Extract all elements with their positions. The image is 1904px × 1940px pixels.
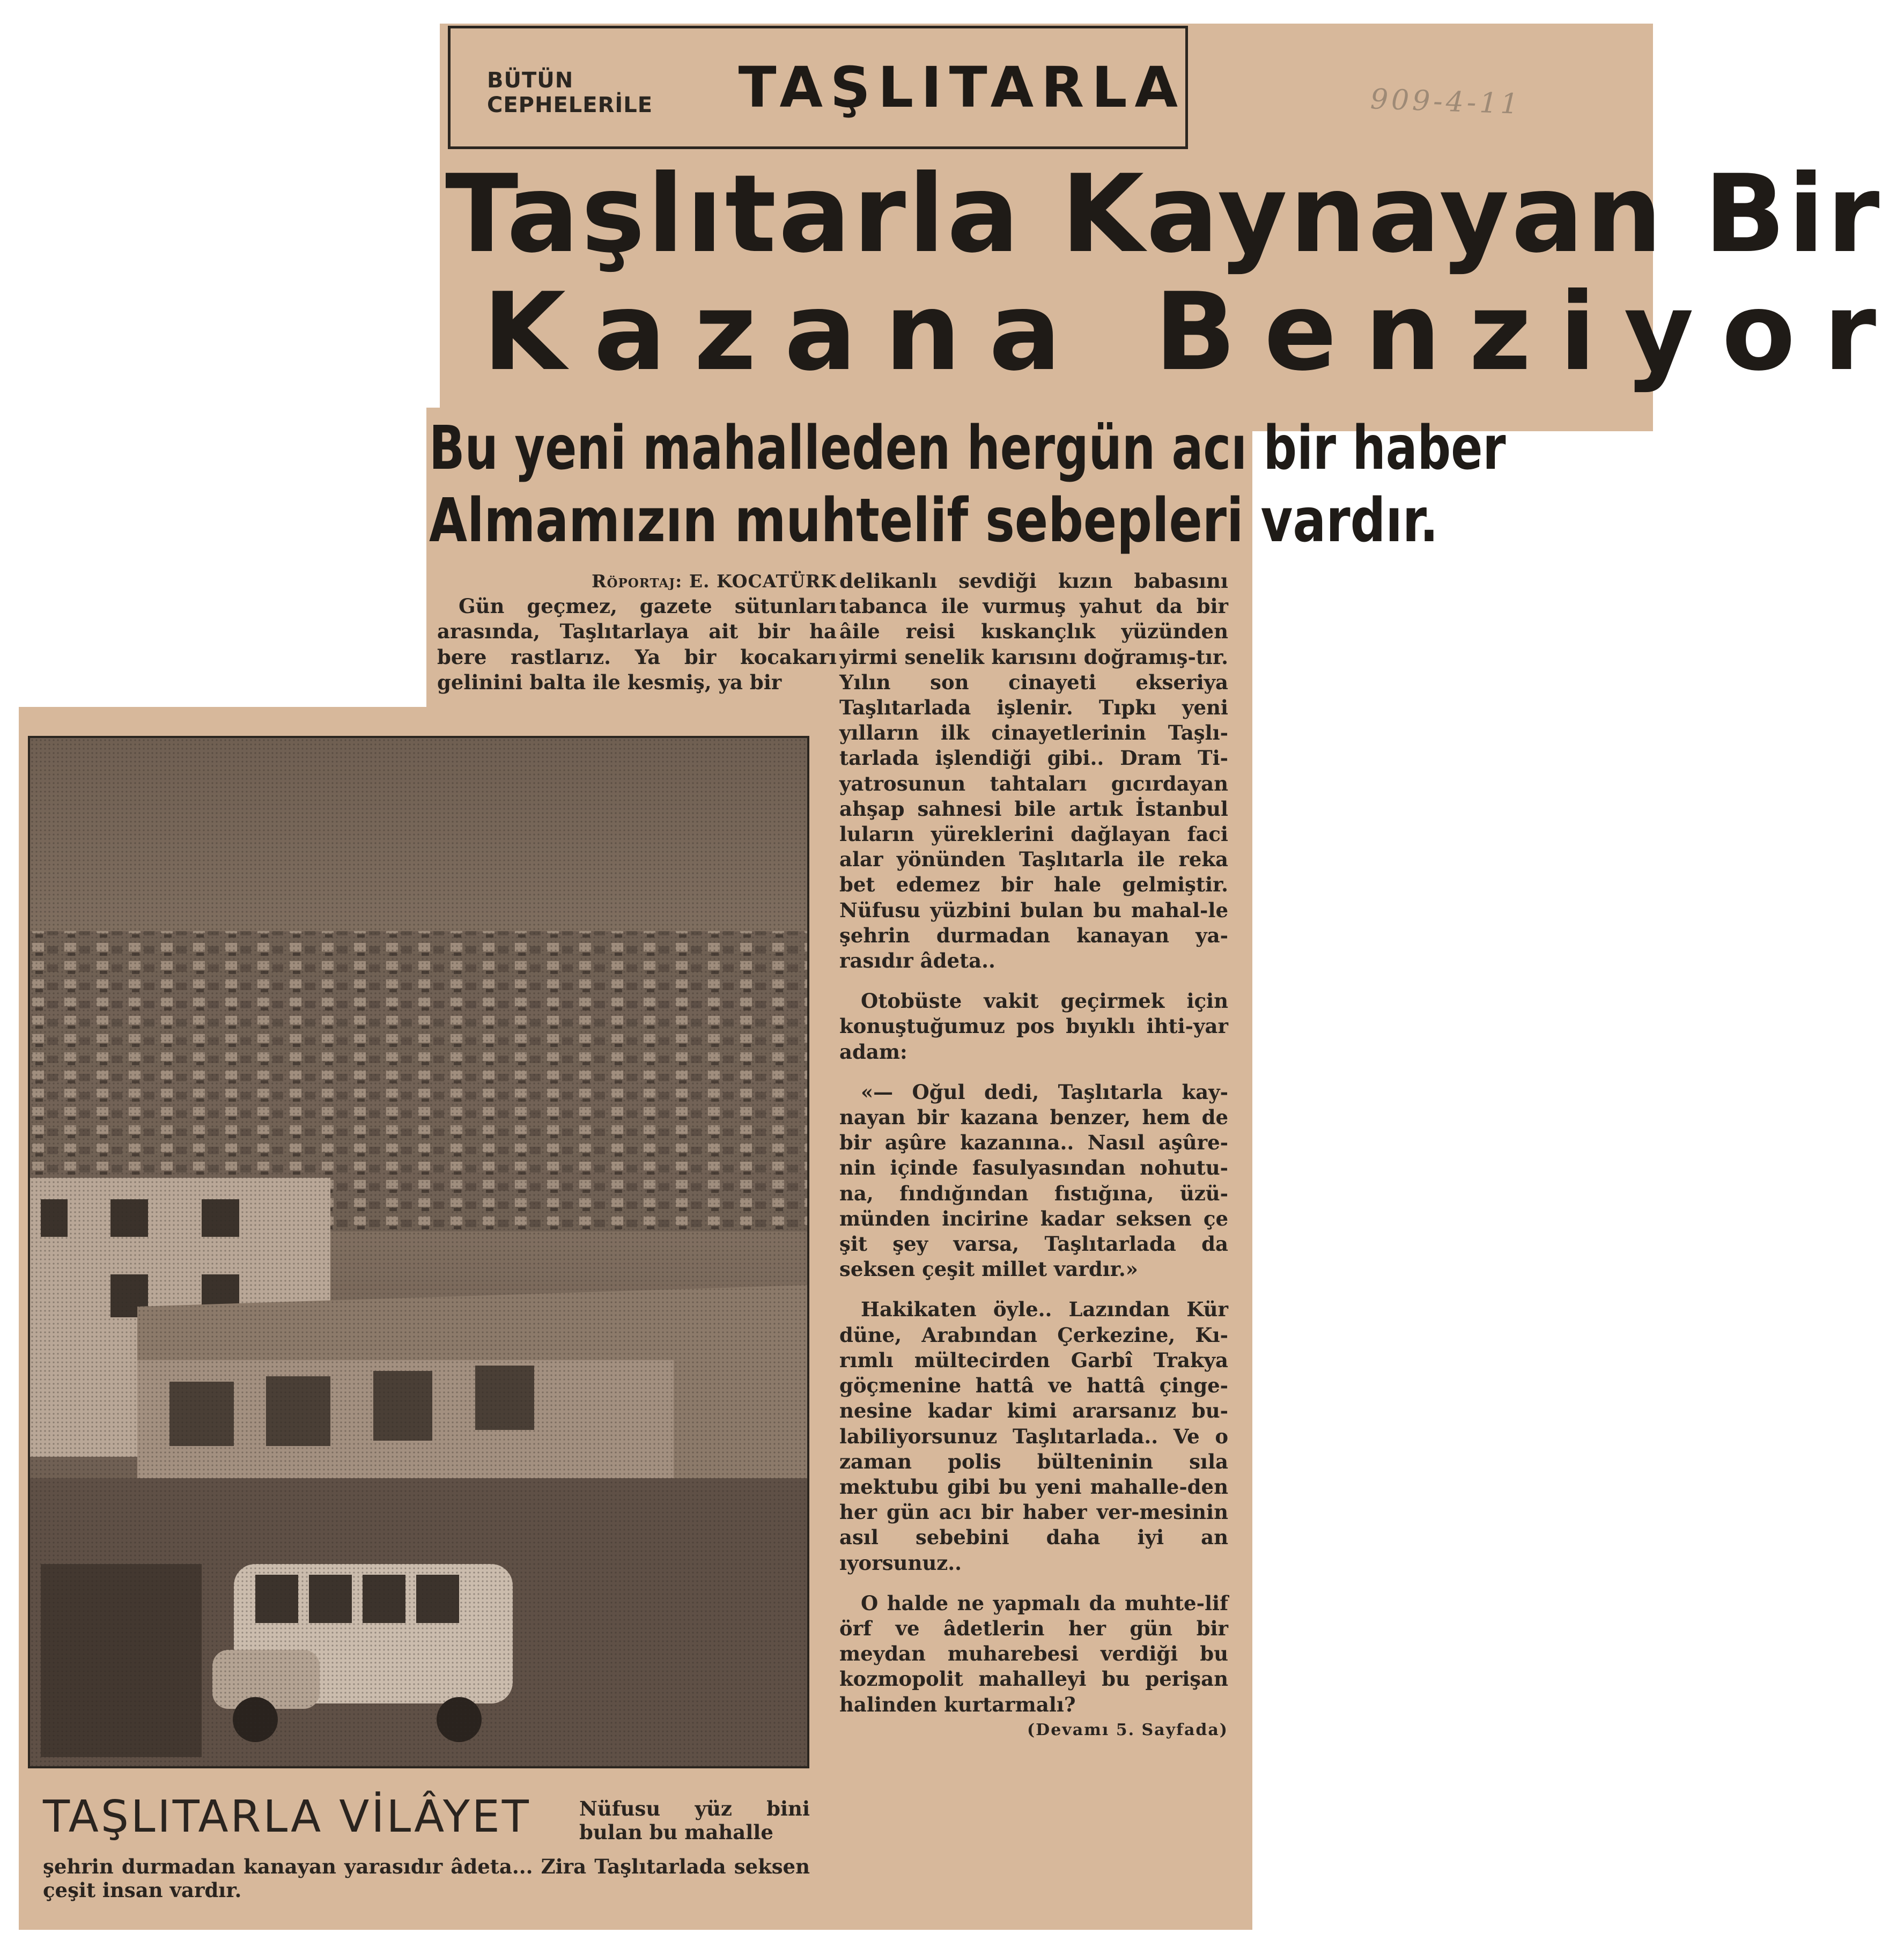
photo-caption-title: TAŞLITARLA VİLÂYET	[43, 1791, 531, 1842]
article-paragraph: «— Oğul dedi, Taşlıtarla kay-nayan bir kazana benzer, hem de bir aşûre kazanına.. Nasıl aşûre-nin içinde fasulyasından nohutu-na, fındığından fıstığına, üzü-münden incirine kadar seksen çe şit şey varsa, Taşlıtarlada da seksen çeşit millet vardır.»	[839, 1080, 1228, 1281]
photo-caption-body: şehrin durmadan kanayan yarasıdır âdeta... Zira Taşlıtarlada seksen çeşit insan vardır.	[43, 1855, 810, 1902]
handwritten-archive-note: 909-4-11	[1370, 83, 1522, 121]
article-paragraph: delikanlı sevdiği kızın babasını tabanca ile vurmuş yahut da bir âile reisi kıskançlık yüzünden yirmi senelik karısını doğramış-tır. Yılın son cinayeti ekseriya Taşlıtarlada işlenir. Tıpkı yeni yılların ilk cinayetlerinin Taşlı-tarlada işlendiği gibi.. Dram Ti-yatrosunun tahtaları gıcırdayan ahşap sahnesi bile artık İstanbul luların yüreklerini dağlayan faci alar yönünden Taşlıtarla ile reka bet edemez bir hale gelmiştir. Nüfusu yüzbini bulan bu mahal-le şehrin durmadan kanayan ya-rasıdır âdeta..	[839, 569, 1228, 973]
photo-caption-side: Nüfusu yüz bini bulan bu mahalle	[579, 1797, 810, 1844]
article-column-left	[437, 569, 837, 695]
byline	[437, 569, 837, 594]
byline-author: E. KOCATÜRK	[689, 571, 837, 592]
article-paragraph: Gün geçmez, gazete sütunları arasında, Taşlıtarlaya ait bir ha bere rastlarız. Ya bir kocakarı gelinini balta ile kesmiş, ya bir	[437, 594, 837, 694]
article-paragraph: O halde ne yapmalı da muhte-lif örf ve âdetlerin her gün bir meydan muharebesi verdiği bu kozmopolit mahalleyi bu perişan halinden kurtarmalı?	[839, 1591, 1228, 1716]
byline-label: Röportaj:	[592, 571, 683, 592]
section-header-box	[448, 26, 1188, 149]
article-paragraph: Hakikaten öyle.. Lazından Kür düne, Arabından Çerkezine, Kı-rımlı mültecirden Garbî Trakya göçmenine hattâ ve hattâ çinge-nesine kadar kimi ararsanız bu-labiliyorsunuz Taşlıtarlada.. Ve o zaman polis bülteninin sıla mektubu gibi bu yeni mahalle-den her gün acı bir haber ver-mesinin asıl sebebini daha iyi an ıyorsunuz..	[839, 1297, 1228, 1575]
article-column-right	[839, 569, 1228, 1743]
article-paragraph: Otobüste vakit geçirmek için konuştuğumuz pos bıyıklı ihti-yar adam:	[839, 989, 1228, 1064]
subheadline-line-2: Almamızın muhtelif sebepleri vardır.	[429, 486, 1438, 556]
continued-note: (Devamı 5. Sayfada)	[1027, 1720, 1228, 1739]
headline-line-1: Taşlıtarla Kaynayan Bir	[445, 152, 1882, 277]
section-kicker-big: TAŞLITARLA	[738, 55, 1185, 120]
headline-line-2: Kazana Benziyor	[483, 270, 1904, 395]
neighbourhood-photo	[28, 736, 809, 1768]
photo-illustration	[30, 738, 807, 1766]
section-kicker-small: BÜTÜN CEPHELERİLE	[487, 68, 653, 117]
subheadline-line-1: Bu yeni mahalleden hergün acı bir haber	[429, 414, 1506, 483]
